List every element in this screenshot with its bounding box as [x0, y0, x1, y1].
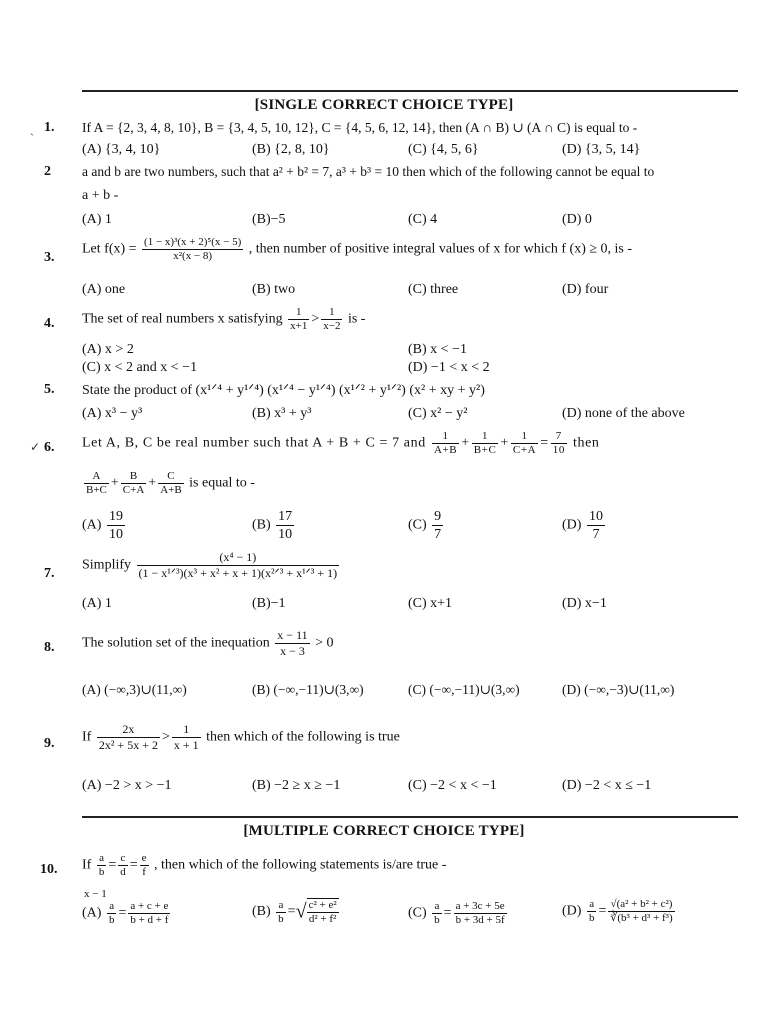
q6-term-1-num: 1 — [432, 430, 459, 444]
q10-ratio-3 — [140, 852, 149, 879]
q10-option-d-rhs-num: √(a² + b² + c²) — [608, 898, 674, 912]
q8-numerator: x − 11 — [277, 628, 308, 642]
q6-option-b-fraction — [276, 508, 294, 543]
q6-option-c-label: (C) — [408, 517, 427, 533]
q3-option-d: (D) four — [562, 282, 609, 297]
q6-term-1 — [432, 430, 459, 457]
q6-sum-1 — [84, 470, 109, 497]
q10-option-c — [408, 900, 509, 927]
q7-option-b: (B)−1 — [252, 596, 286, 611]
q6-term-1-den: A+B — [433, 444, 458, 456]
q6-option-c-num: 9 — [434, 509, 442, 524]
q10-option-a — [82, 900, 172, 927]
q6-sum-plus-1: + — [110, 475, 119, 491]
q10-option-c-label: (C) — [408, 905, 427, 921]
margin-tick-mark: ✓ — [30, 440, 41, 454]
q7-stem — [82, 550, 341, 581]
q6-term-4 — [551, 430, 567, 457]
q10-option-d-eq: = — [598, 903, 607, 919]
q5-option-b: (B) x³ + y³ — [252, 406, 312, 421]
q1-stem: If A = {2, 3, 4, 8, 10}, B = {3, 4, 5, 10, 12}, C = {4, 5, 6, 12, 14}, then (A ∩ B) ∪ (A ∩ C) is equal to - — [82, 120, 638, 135]
q4-fraction-1-den: x+1 — [290, 320, 308, 332]
q4-fraction-2-den: x−2 — [323, 320, 341, 332]
q10-note: x − 1 — [84, 888, 107, 900]
q8-pre: The solution set of the inequation — [82, 635, 270, 651]
q1-option-d: (D) {3, 5, 14} — [562, 142, 641, 157]
q5-option-a: (A) x³ − y³ — [82, 406, 143, 421]
q6-stem-line2 — [82, 470, 255, 497]
q10-option-b-rhs — [307, 898, 339, 926]
q6-sum-2-den: C+A — [122, 484, 145, 496]
q1-option-b: (B) {2, 8, 10} — [252, 142, 330, 157]
q8-fraction — [275, 628, 309, 659]
q10-option-d-lhs-num: a — [587, 898, 597, 912]
q10-option-a-rhs — [128, 900, 170, 927]
q10-number: 10. — [40, 862, 58, 877]
q6-option-d-num: 10 — [588, 509, 603, 524]
q8-option-a: (A) (−∞,3)∪(11,∞) — [82, 682, 187, 697]
q3-option-a: (A) one — [82, 282, 126, 297]
q10-option-c-eq: = — [443, 905, 452, 921]
q6-option-c — [408, 508, 445, 543]
q10-eq-1: = — [108, 857, 117, 873]
q6-plus-1: + — [461, 435, 470, 451]
q5-number: 5. — [44, 382, 55, 397]
q6-option-d-den: 7 — [592, 527, 600, 542]
q4-fraction-2-num: 1 — [321, 306, 342, 320]
q1-option-a: (A) {3, 4, 10} — [82, 142, 161, 157]
q6-term-3 — [511, 430, 538, 457]
q6-equals: = — [540, 435, 549, 451]
q2-option-c: (C) 4 — [408, 212, 438, 227]
q4-fraction-1 — [288, 306, 309, 333]
q4-option-b: (B) x < −1 — [408, 342, 467, 357]
margin-tick-mark: ˏ — [30, 122, 34, 136]
q6-sum-1-num: A — [84, 470, 109, 484]
q10-option-b-lhs — [276, 899, 286, 926]
q8-denominator: x − 3 — [280, 644, 305, 658]
q10-option-c-rhs — [454, 900, 507, 927]
q7-denominator: (1 − x¹ᐟ³)(x³ + x² + x + 1)(x²ᐟ³ + x¹ᐟ³ + 1) — [138, 566, 338, 580]
q10-option-a-lhs-num: a — [107, 900, 117, 914]
q6-sum-3 — [158, 470, 183, 497]
q6-plus-2: + — [500, 435, 509, 451]
q6-term-4-den: 10 — [552, 444, 565, 456]
q1-number: 1. — [44, 120, 55, 135]
q6-term-2-den: B+C — [473, 444, 497, 456]
q3-numerator: (1 − x)³(x + 2)⁵(x − 5) — [144, 236, 242, 248]
q8-stem — [82, 628, 334, 659]
q10-option-a-rhs-num: a + c + e — [128, 900, 170, 914]
q8-option-d: (D) (−∞,−3)∪(11,∞) — [562, 682, 675, 697]
q3-number: 3. — [44, 250, 55, 265]
q10-option-c-rhs-den: b + 3d + 5f — [455, 914, 505, 926]
q9-option-b: (B) −2 ≥ x ≥ −1 — [252, 778, 341, 793]
q10-option-b-lhs-num: a — [276, 899, 286, 913]
q10-ratio-1-num: a — [97, 852, 107, 866]
q6-option-d — [562, 508, 607, 543]
q10-option-d — [562, 898, 677, 925]
q10-option-a-rhs-den: b + d + f — [130, 914, 169, 926]
q10-ratio-3-den: f — [142, 866, 146, 878]
q10-stem — [82, 852, 446, 879]
q3-pre: Let f(x) = — [82, 241, 137, 257]
q3-option-b: (B) two — [252, 282, 296, 297]
q6-sum-2-num: B — [121, 470, 146, 484]
q10-pre: If — [82, 857, 92, 873]
q10-ratio-2-num: c — [118, 852, 128, 866]
q6-sum-plus-2: + — [148, 475, 157, 491]
q10-option-d-rhs-den: ∛(b³ + d³ + f³) — [610, 912, 673, 924]
q1-option-c: (C) {4, 5, 6} — [408, 142, 479, 157]
q4-option-d: (D) −1 < x < 2 — [408, 360, 490, 375]
q9-fraction-2 — [172, 722, 201, 753]
q6-sum-3-den: A+B — [160, 484, 182, 496]
q6-then: then — [573, 435, 600, 451]
q6-term-4-num: 7 — [551, 430, 567, 444]
q6-option-c-den: 7 — [434, 527, 442, 542]
q10-option-a-lhs-den: b — [108, 914, 115, 926]
q3-fraction — [142, 236, 243, 263]
q10-eq-2: = — [129, 857, 138, 873]
q6-option-a-label: (A) — [82, 517, 102, 533]
q6-option-a-den: 10 — [108, 527, 123, 542]
q10-option-c-rhs-num: a + 3c + 5e — [454, 900, 507, 914]
q6-option-b-den: 10 — [278, 527, 293, 542]
q10-ratio-1-den: b — [98, 866, 105, 878]
q10-ratio-1 — [97, 852, 107, 879]
q10-option-b-eq: = — [287, 904, 296, 920]
q7-fraction — [137, 550, 340, 581]
q3-denominator: x²(x − 8) — [173, 250, 213, 262]
q6-option-b-num: 17 — [278, 509, 293, 524]
q6-option-a-num: 19 — [108, 509, 123, 524]
top-rule — [82, 90, 738, 92]
q9-post: then which of the following is true — [206, 729, 400, 745]
q6-post: is equal to - — [189, 475, 255, 491]
q10-option-d-rhs — [608, 898, 674, 925]
q8-option-c: (C) (−∞,−11)∪(3,∞) — [408, 682, 520, 697]
q4-fraction-2 — [321, 306, 342, 333]
q6-sum-1-den: B+C — [86, 484, 107, 496]
q3-option-c: (C) three — [408, 282, 459, 297]
q2-stem-line2: a + b - — [82, 188, 119, 203]
q4-fraction-1-num: 1 — [288, 306, 309, 320]
q6-option-d-fraction — [587, 508, 605, 543]
q10-ratio-3-num: e — [141, 852, 147, 864]
q10-option-a-eq: = — [118, 905, 127, 921]
q10-option-b-radical-icon: √ — [295, 900, 307, 923]
q4-option-c: (C) x < 2 and x < −1 — [82, 360, 198, 375]
q6-pre: Let A, B, C be real number such that A + B + C = 7 and — [82, 435, 426, 451]
q5-option-c: (C) x² − y² — [408, 406, 468, 421]
q10-post: , then which of the following statements is/are true - — [154, 857, 447, 873]
q10-option-b-lhs-den: b — [278, 912, 284, 925]
q10-option-d-label: (D) — [562, 903, 582, 919]
middle-rule — [82, 816, 738, 818]
q10-option-a-label: (A) — [82, 905, 102, 921]
q4-stem — [82, 306, 365, 333]
q6-option-d-label: (D) — [562, 517, 582, 533]
q2-number: 2 — [44, 164, 51, 179]
q8-number: 8. — [44, 640, 55, 655]
q10-ratio-2 — [118, 852, 128, 879]
q10-option-d-lhs-den: b — [588, 912, 595, 924]
q6-term-2-num: 1 — [472, 430, 499, 444]
q4-option-a: (A) x > 2 — [82, 342, 134, 357]
q9-number: 9. — [44, 736, 55, 751]
q6-option-a-fraction — [107, 508, 125, 543]
q4-post: is - — [347, 311, 366, 327]
q10-option-b — [252, 898, 341, 926]
q9-stem — [82, 722, 400, 753]
q10-option-b-rhs-den: d² + f² — [308, 913, 337, 925]
q4-pre: The set of real numbers x satisfying — [82, 311, 283, 327]
q6-term-3-den: C+A — [512, 444, 537, 456]
q7-numerator: (x⁴ − 1) — [219, 550, 257, 564]
q9-fraction-1-num: 2x — [97, 722, 160, 738]
q6-term-3-num: 1 — [511, 430, 538, 444]
q6-option-c-fraction — [432, 508, 443, 543]
q7-option-c: (C) x+1 — [408, 596, 453, 611]
q5-option-d: (D) none of the above — [562, 406, 685, 421]
q9-fraction-2-den: x + 1 — [173, 738, 199, 752]
q10-ratio-2-den: d — [120, 866, 126, 878]
q10-option-c-lhs-num: a — [432, 900, 442, 914]
q6-stem-line1 — [82, 430, 600, 457]
section-heading-single: [SINGLE CORRECT CHOICE TYPE] — [254, 97, 514, 113]
q2-option-a: (A) 1 — [82, 212, 112, 227]
q4-number: 4. — [44, 316, 55, 331]
q10-option-c-lhs-den: b — [434, 914, 440, 926]
q6-sum-3-num: C — [158, 470, 183, 484]
q6-option-a — [82, 508, 127, 543]
q7-option-d: (D) x−1 — [562, 596, 607, 611]
q9-fraction-2-num: 1 — [172, 722, 201, 738]
q8-post: > 0 — [315, 635, 334, 651]
q2-stem-line1: a and b are two numbers, such that a² + b² = 7, a³ + b³ = 10 then which of the following cannot be equal to — [82, 164, 655, 179]
q7-option-a: (A) 1 — [82, 596, 112, 611]
q4-gt: > — [311, 311, 320, 327]
q9-option-a: (A) −2 > x > −1 — [82, 778, 172, 793]
q10-option-b-label: (B) — [252, 904, 271, 920]
q6-option-b-label: (B) — [252, 517, 271, 533]
q10-option-c-lhs — [432, 900, 442, 927]
q2-option-b: (B)−5 — [252, 212, 286, 227]
q3-post: , then number of positive integral values of x for which f (x) ≥ 0, is - — [248, 241, 633, 257]
q5-stem: State the product of (x¹ᐟ⁴ + y¹ᐟ⁴) (x¹ᐟ⁴ − y¹ᐟ⁴) (x¹ᐟ² + y¹ᐟ²) (x² + xy + y²) — [82, 383, 485, 398]
q7-number: 7. — [44, 566, 55, 581]
section-heading-multiple: [MULTIPLE CORRECT CHOICE TYPE] — [243, 823, 525, 839]
q9-option-d: (D) −2 < x ≤ −1 — [562, 778, 652, 793]
q3-stem — [82, 236, 632, 263]
q6-number: 6. — [44, 440, 55, 455]
q9-fraction-1 — [97, 722, 160, 753]
q9-option-c: (C) −2 < x < −1 — [408, 778, 497, 793]
q10-option-b-rhs-num: c² + e² — [308, 899, 337, 911]
q6-term-2 — [472, 430, 499, 457]
q9-gt: > — [161, 729, 170, 745]
q7-pre: Simplify — [82, 557, 132, 573]
q9-fraction-1-den: 2x² + 5x + 2 — [98, 738, 158, 752]
q10-option-a-lhs — [107, 900, 117, 927]
q6-option-b — [252, 508, 296, 543]
q2-option-d: (D) 0 — [562, 212, 592, 227]
q6-sum-2 — [121, 470, 146, 497]
q9-pre: If — [82, 729, 92, 745]
q8-option-b: (B) (−∞,−11)∪(3,∞) — [252, 682, 364, 697]
q10-option-d-lhs — [587, 898, 597, 925]
